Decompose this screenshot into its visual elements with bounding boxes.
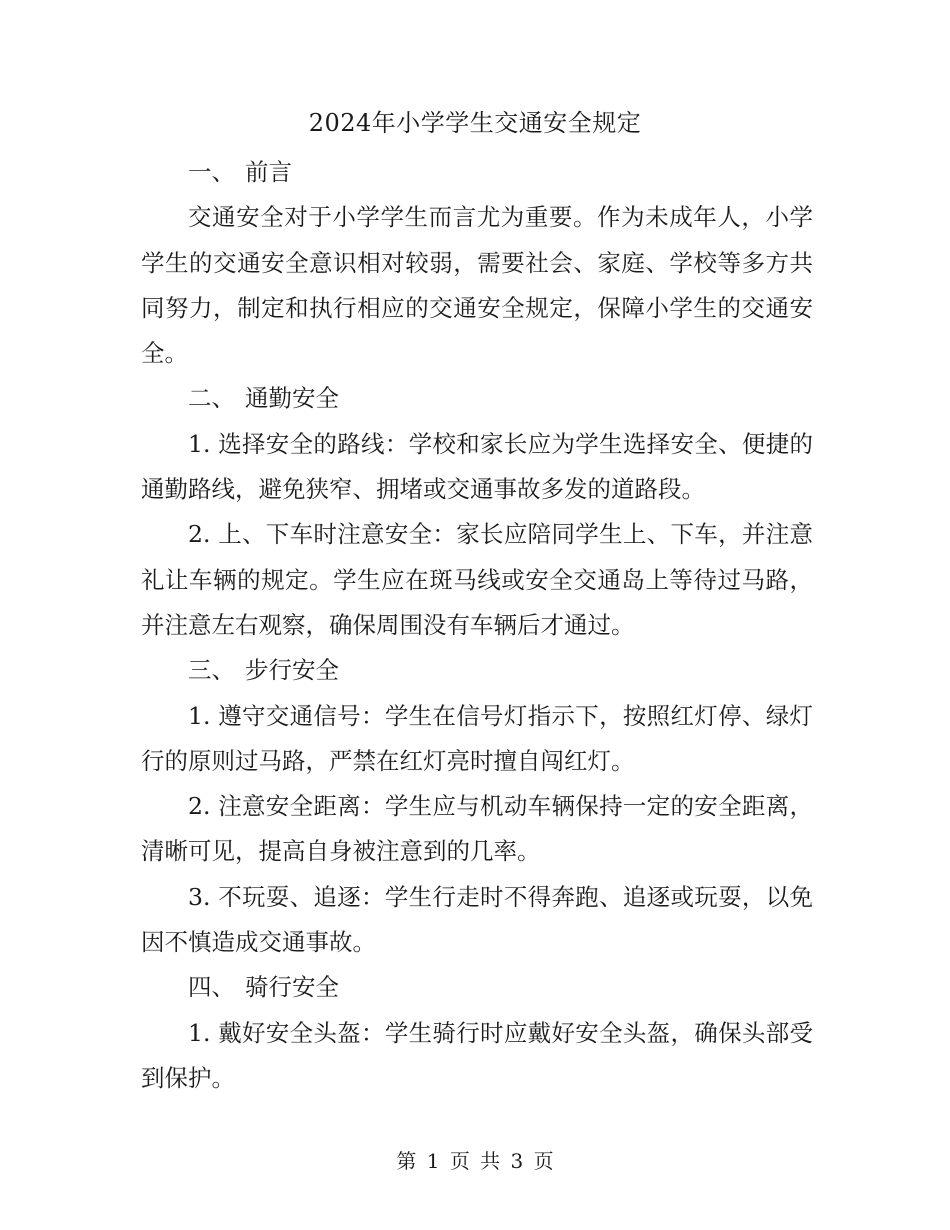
document-body: [141, 150, 813, 1101]
paragraph: 2. 注意安全距离：学生应与机动车辆保持一定的安全距离，清晰可见，提高自身被注意到的几率。: [141, 792, 813, 866]
paragraph: 2. 上、下车时注意安全：家长应陪同学生上、下车，并注意礼让车辆的规定。学生应在斑马线或安全交通岛上等待过马路，并注意左右观察，确保周围没有车辆后才通过。: [141, 520, 813, 639]
section-number: 三、: [188, 656, 235, 685]
paragraph: 1. 遵守交通信号：学生在信号灯指示下，按照红灯停、绿灯行的原则过马路，严禁在红灯亮时擅自闯红灯。: [141, 701, 813, 775]
section-title: 步行安全: [245, 656, 339, 685]
paragraph: 1. 戴好安全头盔：学生骑行时应戴好安全头盔，确保头部受到保护。: [141, 1018, 813, 1092]
paragraph: 1. 选择安全的路线：学校和家长应为学生选择安全、便捷的通勤路线，避免狭窄、拥堵或交通事故多发的道路段。: [141, 429, 813, 504]
section-title: 通勤安全: [245, 384, 339, 413]
page-footer: 第 1 页 共 3 页: [396, 1149, 554, 1173]
section-number: 二、: [188, 384, 235, 413]
section-heading-preface: [141, 150, 813, 195]
section-number: 四、: [188, 973, 235, 1002]
paragraph: 3. 不玩耍、追逐：学生行走时不得奔跑、追逐或玩耍，以免因不慎造成交通事故。: [141, 882, 813, 957]
section-heading-walking: [141, 648, 813, 693]
section-heading-cycling: [141, 965, 813, 1010]
section-heading-commute: [141, 376, 813, 421]
section-title: 前言: [245, 158, 292, 186]
section-number: 一、: [188, 158, 235, 186]
section-title: 骑行安全: [245, 973, 339, 1002]
document-title: 2024年小学学生交通安全规定: [308, 109, 642, 137]
paragraph: 交通安全对于小学学生而言尤为重要。作为未成年人，小学学生的交通安全意识相对较弱，需要社会、家庭、学校等多方共同努力，制定和执行相应的交通安全规定，保障小学生的交通安全。: [141, 203, 813, 368]
